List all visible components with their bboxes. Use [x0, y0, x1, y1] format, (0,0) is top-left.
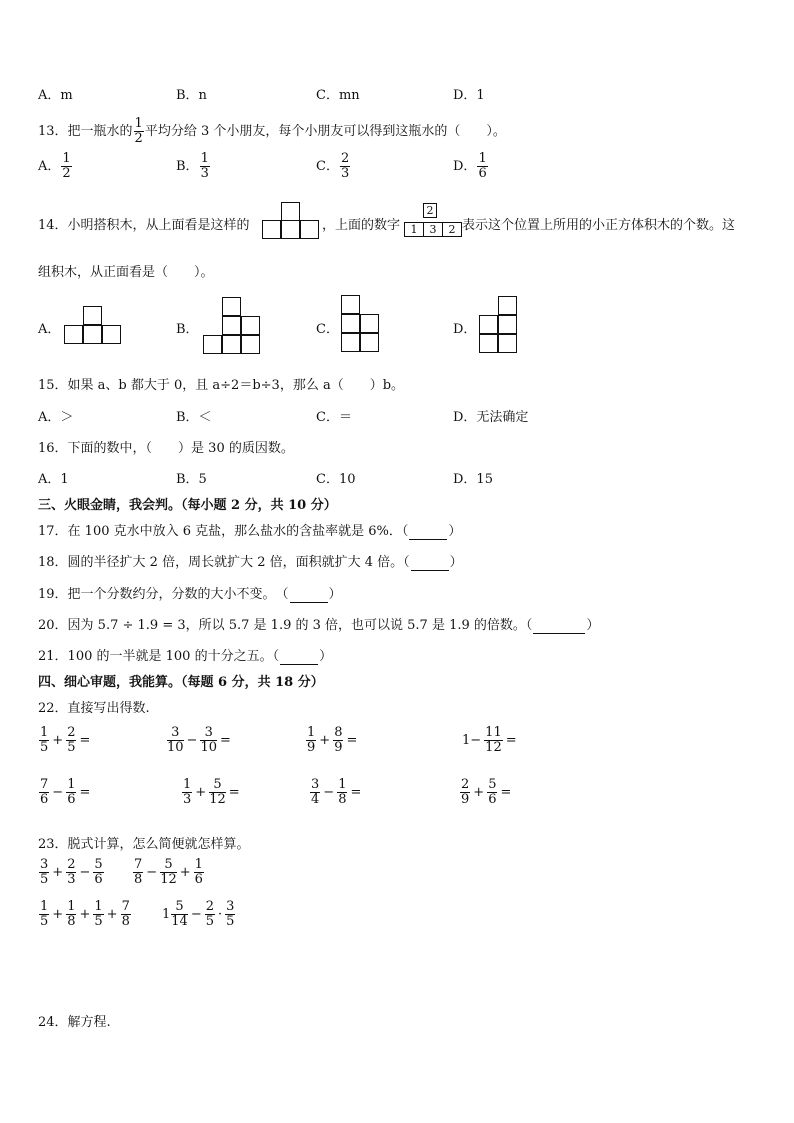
q20-statement: 20．因为 5.7 ÷ 1.9 = 3，所以 5.7 是 1.9 的 3 倍，也可以说 5.7 是 1.9 的倍数。（ ）: [38, 618, 600, 633]
q22-expression-7: $\frac{3}{4}$ − $\frac{1}{8}$ =: [311, 777, 362, 807]
q23-expression-4: 1 $\frac{5}{14}$ − $\frac{2}{5}$ · $\frac{3}{5}$: [162, 899, 235, 929]
q21-answer-blank[interactable]: [280, 649, 318, 665]
q22-expression-1: $\frac{1}{5}$ + $\frac{2}{5}$ =: [40, 725, 91, 755]
q12-option-c: C．mn: [316, 88, 360, 103]
q15-option-c: C．＝: [316, 410, 352, 425]
q22-expression-6: $\frac{1}{3}$ + $\frac{5}{12}$ =: [183, 777, 240, 807]
q14-option-c-figure: [341, 295, 381, 354]
q23-expression-1: $\frac{3}{5}$ + $\frac{2}{3}$ − $\frac{5}{6}$: [40, 857, 103, 887]
q22-expression-5: $\frac{7}{6}$ − $\frac{1}{6}$ =: [40, 777, 91, 807]
q14-option-d-label: D．: [453, 322, 477, 337]
section-3-title: 三、火眼金睛，我会判。（每小题 2 分，共 10 分）: [38, 498, 337, 513]
q13-text-pre: 13．把一瓶水的: [38, 124, 133, 139]
q14-option-a-label: A．: [38, 322, 61, 337]
q22-title: 22．直接写出得数.: [38, 701, 150, 716]
q18-answer-blank[interactable]: [411, 555, 449, 571]
q15-option-b: B．＜: [176, 410, 212, 425]
q16-option-d: D．15: [453, 472, 493, 487]
q19-statement: 19．把一个分数约分，分数的大小不变。 （ ）: [38, 587, 342, 602]
q21-statement: 21．100 的一半就是 100 的十分之五。（ ）: [38, 649, 333, 664]
q12-option-b: B．n: [176, 88, 207, 103]
q14-number-diagram: 2 1 3 2: [404, 203, 460, 239]
q22-expression-8: $\frac{2}{9}$ + $\frac{5}{6}$ =: [461, 777, 512, 807]
q20-answer-blank[interactable]: [533, 618, 585, 634]
q14-text-pre: 14．小明搭积木，从上面看是这样的: [38, 218, 250, 233]
q13-text-post: 平均分给 3 个小朋友，每个小朋友可以得到这瓶水的（ ）。: [144, 124, 506, 139]
q23-title: 23．脱式计算，怎么简便就怎样算。: [38, 837, 250, 852]
q23-expression-2: $\frac{7}{8}$ − $\frac{5}{12}$ + $\frac{1}{6}$: [134, 857, 203, 887]
q19-answer-blank[interactable]: [290, 587, 328, 603]
q13-option-b: B． $\frac{1}{3}$: [176, 151, 209, 181]
q17-answer-blank[interactable]: [409, 524, 447, 540]
q14-text-mid: ，上面的数字: [322, 218, 401, 233]
q13-fraction: $\frac{1}{2}$: [134, 116, 143, 146]
section-4-title: 四、细心审题，我能算。（每题 6 分，共 18 分）: [38, 675, 324, 690]
q16-option-b: B．5: [176, 472, 207, 487]
q15-question: 15．如果 a、b 都大于 0，且 a÷2＝b÷3，那么 a（ ）b。: [38, 378, 405, 393]
q13-option-d: D． $\frac{1}{6}$: [453, 151, 487, 181]
q13-option-c: C． $\frac{2}{3}$: [316, 151, 350, 181]
q13-option-a: A． $\frac{1}{2}$: [38, 151, 71, 181]
q22-expression-2: $\frac{3}{10}$ − $\frac{3}{10}$ =: [167, 725, 231, 755]
q15-option-d: D．无法确定: [453, 410, 529, 425]
q14-text-post: 表示这个位置上所用的小正方体积木的个数。这: [462, 218, 736, 233]
q14-option-c-label: C．: [316, 322, 339, 337]
q16-option-a: A．1: [38, 472, 69, 487]
q13-question: [38, 117, 506, 146]
q24-title: 24．解方程.: [38, 1015, 111, 1030]
q18-statement: 18．圆的半径扩大 2 倍，周长就扩大 2 倍，面积就扩大 4 倍。（ ）: [38, 555, 463, 570]
q14-option-a-figure: [64, 306, 121, 344]
q14-option-b-figure: [203, 297, 261, 355]
q12-option-a: A．m: [38, 88, 73, 103]
q15-option-a: A．＞: [38, 410, 74, 425]
q12-option-d: D．1: [453, 88, 485, 103]
q23-expression-3: $\frac{1}{5}$ + $\frac{1}{8}$ + $\frac{1}{5}$ + $\frac{7}{8}$: [40, 899, 130, 929]
q14-option-b-label: B．: [176, 322, 199, 337]
q22-expression-3: $\frac{1}{9}$ + $\frac{8}{9}$ =: [307, 725, 358, 755]
q16-question: 16．下面的数中，（ ）是 30 的质因数。: [38, 441, 294, 456]
q17-statement: 17．在 100 克水中放入 6 克盐，那么盐水的含盐率就是 6%．（ ）: [38, 524, 462, 539]
q14-option-d-figure: [479, 296, 519, 355]
q14-text-line2: 组积木，从正面看是（ ）。: [38, 265, 214, 280]
q16-option-c: C．10: [316, 472, 356, 487]
q14-top-view-diagram: [262, 202, 320, 240]
q22-expression-4: 1− $\frac{11}{12}$ =: [462, 725, 517, 755]
